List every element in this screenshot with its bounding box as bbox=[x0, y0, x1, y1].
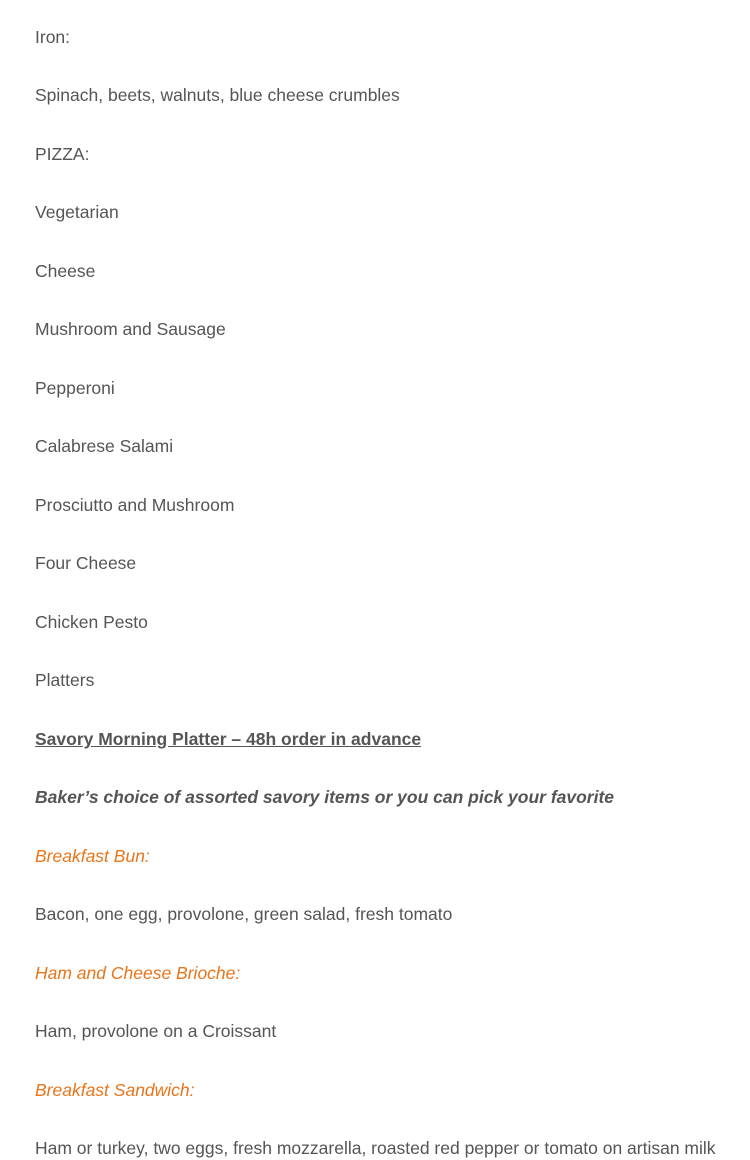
breakfast-sandwich-title: Breakfast Sandwich: bbox=[35, 1080, 195, 1100]
ham-cheese-brioche-description: Ham, provolone on a Croissant bbox=[35, 1021, 277, 1041]
savory-platter-heading: Savory Morning Platter – 48h order in advance bbox=[35, 729, 422, 749]
pizza-item-mushroom-sausage: Mushroom and Sausage bbox=[35, 319, 226, 339]
breakfast-bun-title: Breakfast Bun: bbox=[35, 846, 150, 866]
iron-description: Spinach, beets, walnuts, blue cheese crumbles bbox=[35, 85, 400, 105]
pizza-item-vegetarian: Vegetarian bbox=[35, 202, 119, 222]
pizza-item-pepperoni: Pepperoni bbox=[35, 378, 115, 398]
breakfast-sandwich-description: Ham or turkey, two eggs, fresh mozzarella, roasted red pepper or tomato on artisan milk bbox=[35, 1138, 716, 1158]
platters-label: Platters bbox=[35, 670, 95, 690]
pizza-item-four-cheese: Four Cheese bbox=[35, 553, 137, 573]
iron-label: Iron: bbox=[35, 27, 71, 47]
pizza-item-calabrese-salami: Calabrese Salami bbox=[35, 436, 174, 456]
savory-platter-subheading: Baker’s choice of assorted savory items or you can pick your favorite bbox=[35, 787, 615, 807]
breakfast-bun-description: Bacon, one egg, provolone, green salad, fresh tomato bbox=[35, 904, 453, 924]
ham-cheese-brioche-title: Ham and Cheese Brioche: bbox=[35, 963, 241, 983]
pizza-item-cheese: Cheese bbox=[35, 261, 96, 281]
pizza-label: PIZZA: bbox=[35, 144, 90, 164]
pizza-item-prosciutto-mushroom: Prosciutto and Mushroom bbox=[35, 495, 235, 515]
pizza-item-chicken-pesto: Chicken Pesto bbox=[35, 612, 148, 632]
